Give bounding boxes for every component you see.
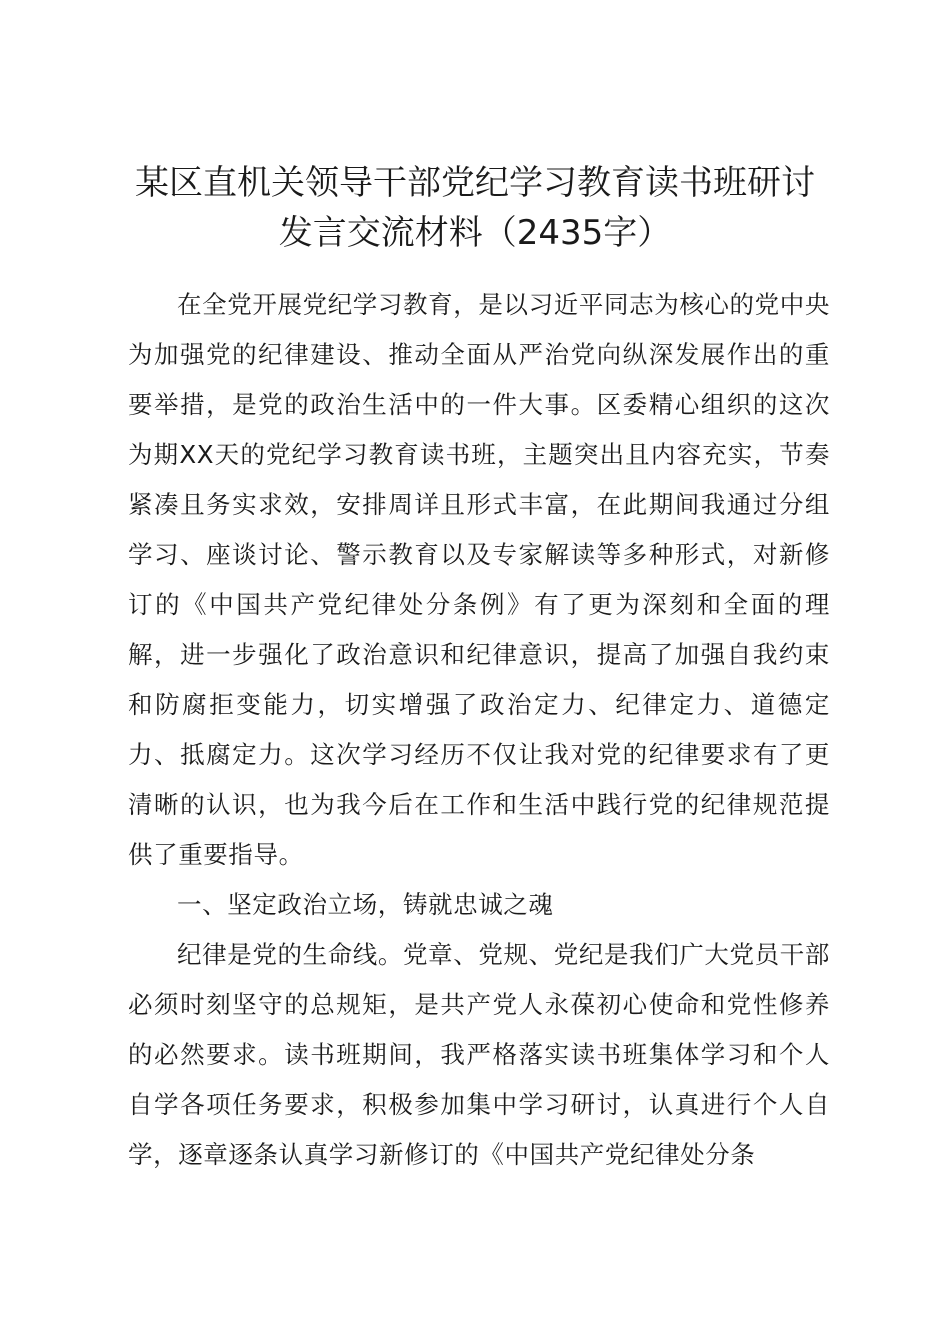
section-heading-1: 一、坚定政治立场，铸就忠诚之魂: [177, 890, 554, 919]
document-title: [100, 158, 850, 258]
title-line-1: 某区直机关领导干部党纪学习教育读书班研讨: [135, 163, 815, 203]
section-1-paragraph: 纪律是党的生命线。党章、党规、党纪是我们广大党员干部必须时刻坚守的总规矩，是共产党人永葆初心使命和党性修养的必然要求。读书班期间，我严格落实读书班集体学习和个人自学各项任务要求，积极参加集中学习研讨，认真进行个人自学，逐章逐条认真学习新修订的《中国共产党纪律处分条: [128, 940, 830, 1169]
intro-paragraph: 在全党开展党纪学习教育，是以习近平同志为核心的党中央为加强党的纪律建设、推动全面从严治党向纵深发展作出的重要举措，是党的政治生活中的一件大事。区委精心组织的这次为期XX天的党纪学习教育读书班，主题突出且内容充实，节奏紧凑且务实求效，安排周详且形式丰富，在此期间我通过分组学习、座谈讨论、警示教育以及专家解读等多种形式，对新修订的《中国共产党纪律处分条例》有了更为深刻和全面的理解，进一步强化了政治意识和纪律意识，提高了加强自我约束和防腐拒变能力，切实增强了政治定力、纪律定力、道德定力、抵腐定力。这次学习经历不仅让我对党的纪律要求有了更清晰的认识，也为我今后在工作和生活中践行党的纪律规范提供了重要指导。: [128, 290, 830, 869]
title-line-2: 发言交流材料（2435字）: [278, 213, 672, 253]
